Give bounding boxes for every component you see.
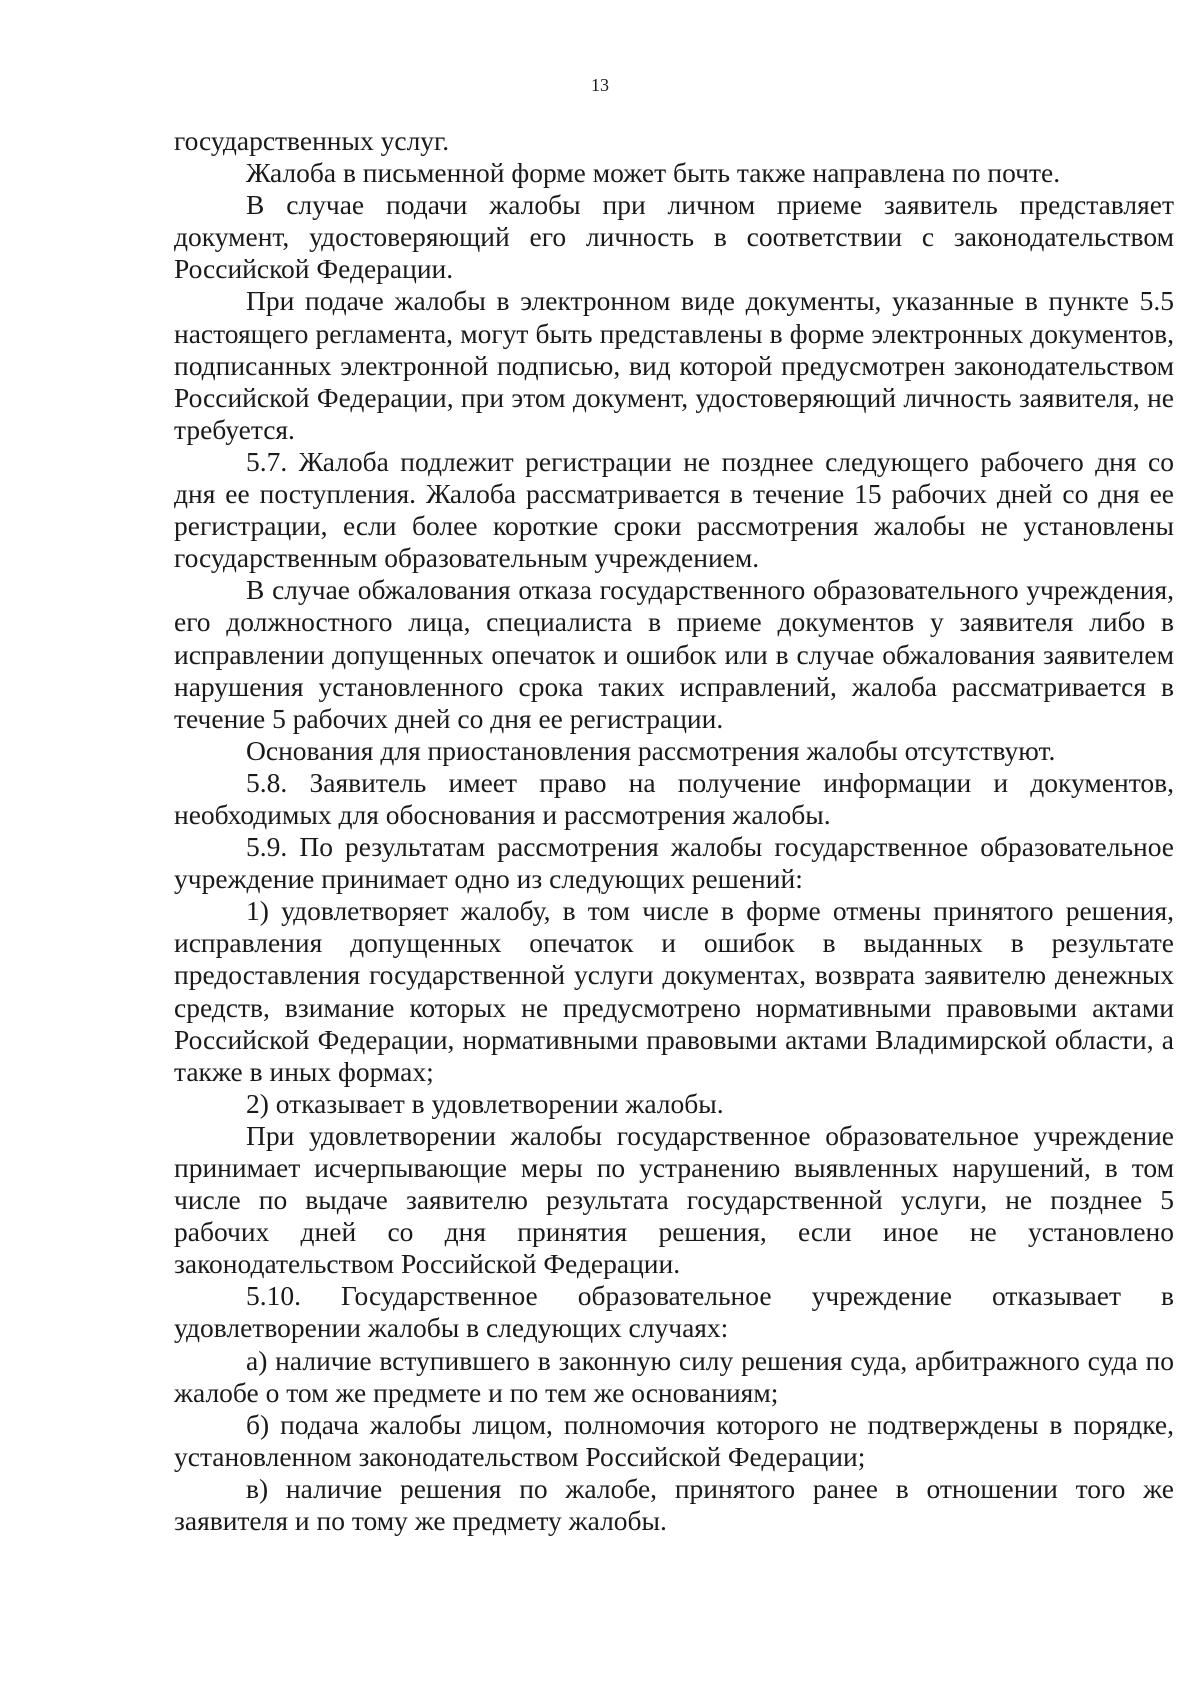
list-item-a: а) наличие вступившего в законную силу решения суда, арбитражного суда по жалобе о том же предмете и по тем же основаниям; (174, 1344, 1174, 1408)
list-item-1: 1) удовлетворяет жалобу, в том числе в форме отмены принятого решения, исправления допущенных опечаток и ошибок в выданных в результате предоставления государственной услуги документах, возврата заявителю денежных средств, взимание которых не предусмотрено нормативными правовыми актами Российской Федерации, нормативными правовыми актами Владимирской области, а также в иных формах; (174, 895, 1174, 1087)
paragraph-2: Жалоба в письменной форме может быть также направлена по почте. (246, 157, 1061, 189)
paragraph-5-9: 5.9. По результатам рассмотрения жалобы государственное образовательное учреждение принимает одно из следующих решений: (174, 831, 1174, 895)
list-item-v: в) наличие решения по жалобе, принятого ранее в отношении того же заявителя и по тому же предмету жалобы. (174, 1472, 1174, 1537)
paragraph-1: государственных услуг. (174, 125, 450, 156)
paragraph-5-8: 5.8. Заявитель имеет право на получение информации и документов, необходимых для обоснования и рассмотрения жалобы. (174, 766, 1174, 830)
paragraph-6: В случае обжалования отказа государственного образовательного учреждения, его должностного лица, специалиста в приеме документов у заявителя либо в исправлении допущенных опечаток и ошибок или в случае обжалования заявителем нарушения установленного срока таких исправлений, жалоба рассматривается в течение 5 рабочих дней со дня ее регистрации. (174, 574, 1174, 734)
list-item-2: 2) отказывает в удовлетворении жалобы. (246, 1087, 724, 1119)
list-item-b: б) подача жалобы лицом, полномочия которого не подтверждены в порядке, установленном законодательством Российской Федерации; (174, 1408, 1174, 1472)
paragraph-5-10: 5.10. Государственное образовательное учреждение отказывает в удовлетворении жалобы в следующих случаях: (174, 1280, 1174, 1344)
paragraph-4: При подаче жалобы в электронном виде документы, указанные в пункте 5.5 настоящего регламента, могут быть представлены в форме электронных документов, подписанных электронной подписью, вид которой предусмотрен законодательством Российской Федерации, при этом документ, удостоверяющий личность заявителя, не требуется. (174, 285, 1174, 445)
document-body (174, 125, 1174, 1537)
paragraph-7: Основания для приостановления рассмотрения жалобы отсутствуют. (246, 734, 1056, 766)
paragraph-12: При удовлетворении жалобы государственное образовательное учреждение принимает исчерпывающие меры по устранению выявленных нарушений, в том числе по выдаче заявителю результата государственной услуги, не позднее 5 рабочих дней со дня принятия решения, если иное не установлено законодательством Российской Федерации. (174, 1119, 1174, 1280)
page-number: 13 (591, 75, 609, 95)
paragraph-5-7: 5.7. Жалоба подлежит регистрации не позднее следующего рабочего дня со дня ее поступления. Жалоба рассматривается в течение 15 рабочих дней со дня ее регистрации, если более короткие сроки рассмотрения жалобы не установлены государственным образовательным учреждением. (174, 445, 1174, 574)
paragraph-3: В случае подачи жалобы при личном приеме заявитель представляет документ, удостоверяющий его личность в соответствии с законодательством Российской Федерации. (174, 189, 1174, 285)
